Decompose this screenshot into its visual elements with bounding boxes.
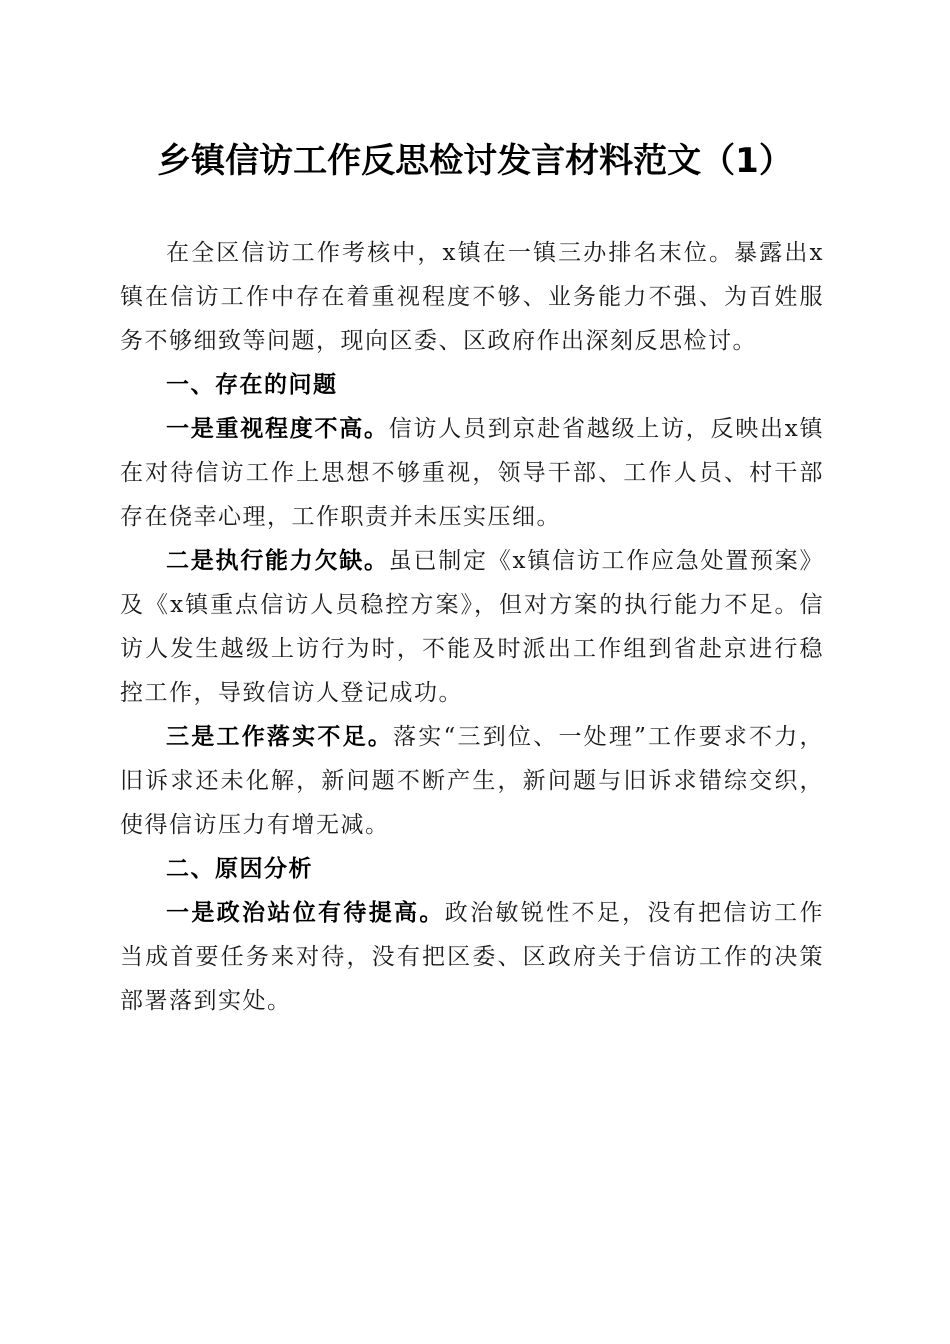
paragraph-text: 政治敏锐性不足，没有把信访工作当成首要任务来对待，没有把区委、区政府关于信访工作的决策部署落到实处。: [120, 900, 825, 1014]
section-heading-causes: 二、原因分析: [166, 856, 313, 882]
paragraph-text: 信访人员到京赴省越级上访，反映出x镇在对待信访工作上思想不够重视，领导干部、工作人员、村干部存在侥幸心理，工作职责并未压实压细。: [120, 416, 824, 530]
paragraph-lead: 二是执行能力欠缺。: [166, 548, 389, 574]
document-body: [120, 231, 824, 1023]
paragraph-lead: 一是重视程度不高。: [166, 416, 389, 442]
cause-paragraph-1: [120, 891, 824, 1023]
paragraph-text: 落实“三到位、一处理”工作要求不力，旧诉求还未化解，新问题不断产生，新问题与旧诉求错综交织，使得信访压力有增无减。: [120, 724, 824, 838]
problem-paragraph-1: [120, 407, 824, 539]
paragraph-text: 虽已制定《x镇信访工作应急处置预案》及《x镇重点信访人员稳控方案》，但对方案的执行能力不足。信访人发生越级上访行为时，不能及时派出工作组到省赴京进行稳控工作，导致信访人登记成功。: [120, 548, 824, 706]
page-title: 乡镇信访工作反思检讨发言材料范文（1）: [157, 141, 793, 181]
paragraph-lead: 一是政治站位有待提高。: [166, 900, 445, 926]
section-heading-problems: 一、存在的问题: [166, 372, 338, 398]
problem-paragraph-2: [120, 539, 824, 715]
problem-paragraph-3: [120, 715, 824, 847]
paragraph-lead: 三是工作落实不足。: [166, 724, 394, 750]
intro-paragraph: 在全区信访工作考核中，x镇在一镇三办排名末位。暴露出x镇在信访工作中存在着重视程度不够、业务能力不强、为百姓服务不够细致等问题，现向区委、区政府作出深刻反思检讨。: [120, 240, 824, 354]
